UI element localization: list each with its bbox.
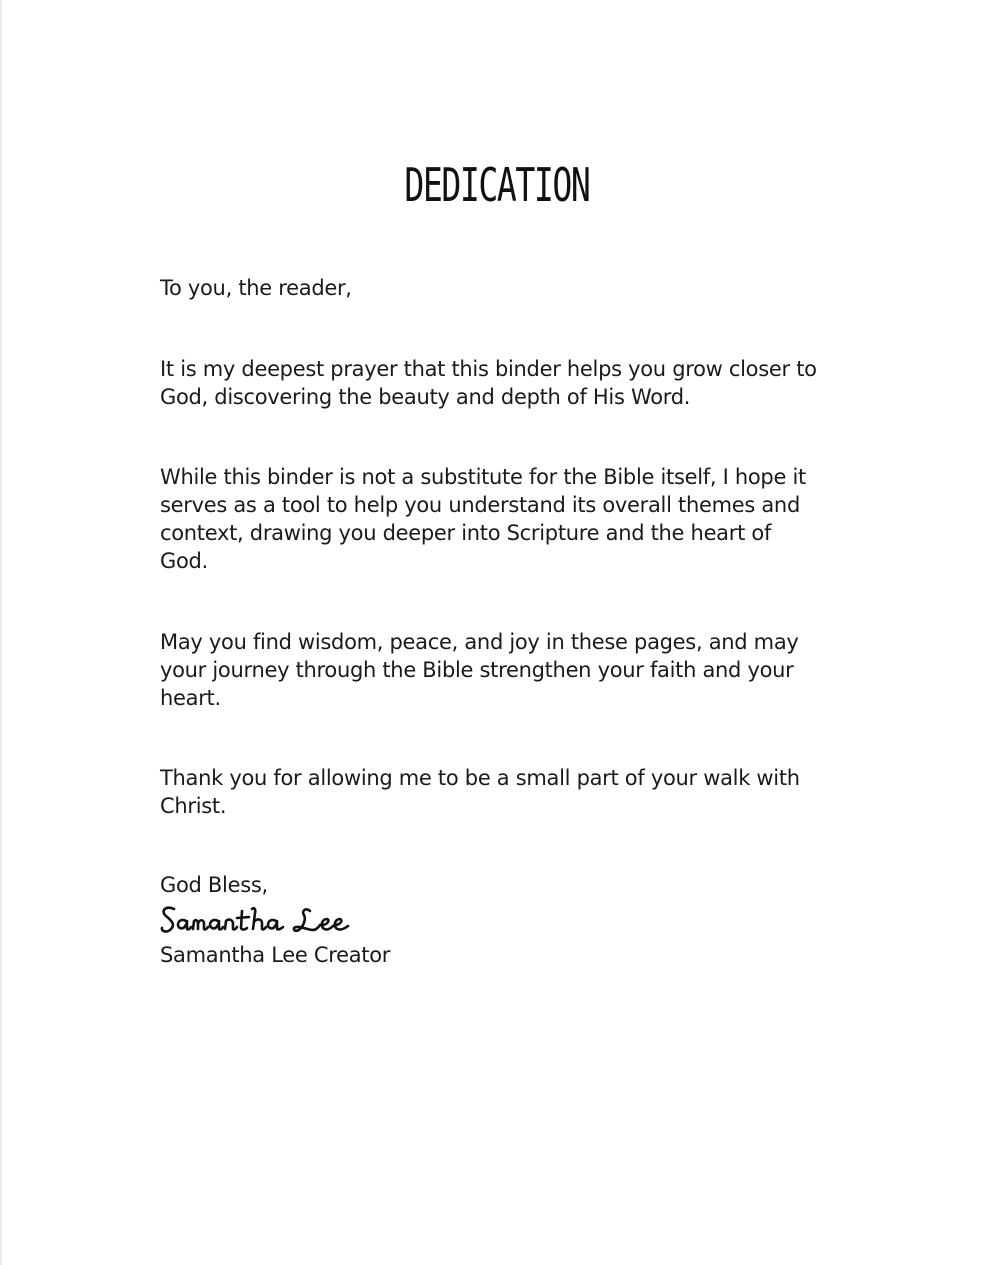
page-title: DEDICATION bbox=[404, 158, 590, 212]
paragraph-thanks: Thank you for allowing me to be a small part of your walk with Christ. bbox=[160, 766, 800, 818]
paragraph-prayer: It is my deepest prayer that this binder helps you grow closer to God, discovering the beauty and depth of His Word. bbox=[160, 357, 817, 409]
greeting: To you, the reader, bbox=[160, 276, 352, 300]
signer-name: Samantha Lee Creator bbox=[160, 943, 391, 967]
closing-line: God Bless, bbox=[160, 873, 268, 897]
paragraph-blessing: May you find wisdom, peace, and joy in these pages, and may your journey through the Bible strengthen your faith and your heart. bbox=[160, 630, 799, 710]
handwritten-signature bbox=[160, 903, 375, 939]
paragraph-purpose: While this binder is not a substitute for the Bible itself, I hope it serves as a tool to help you understand its overall themes and context, drawing you deeper into Scripture and the heart of God. bbox=[160, 465, 806, 573]
dedication-body bbox=[160, 274, 820, 969]
